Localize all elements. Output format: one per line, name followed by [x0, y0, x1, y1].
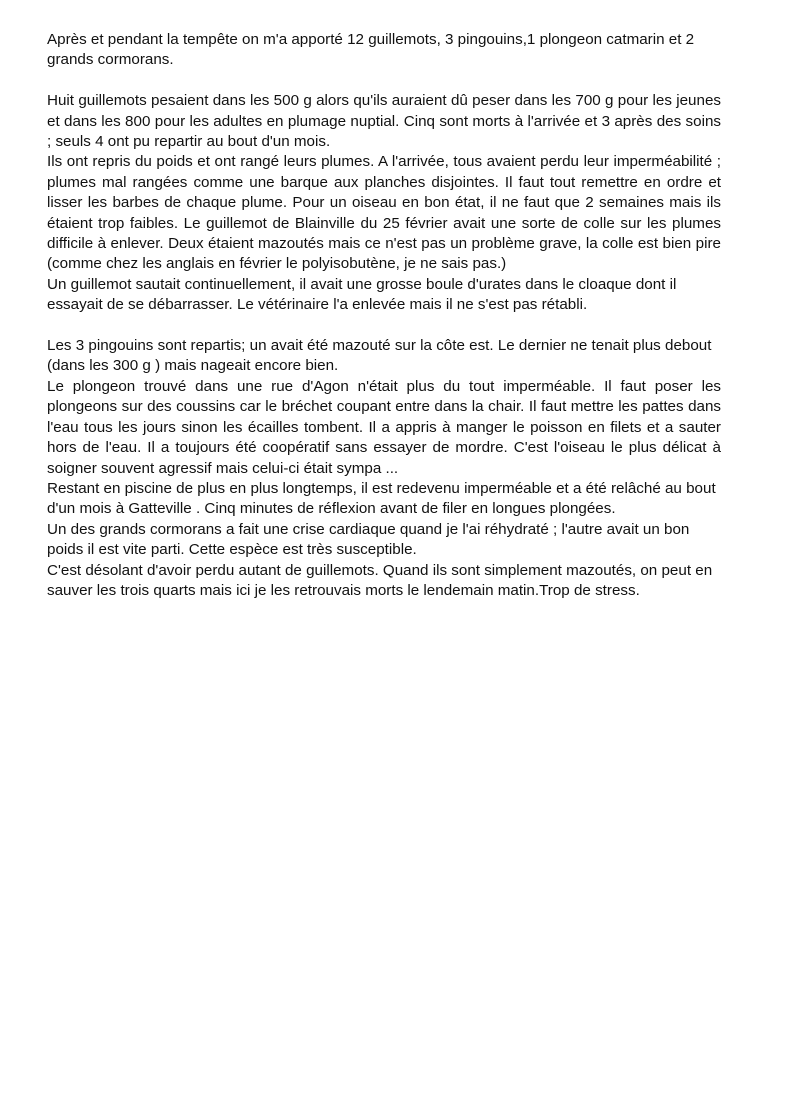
paragraph-conclusion: C'est désolant d'avoir perdu autant de guillemots. Quand ils sont simplement mazoutés, on peut en sauver les trois quarts mais ici je les retrouvais morts le lendemain matin.Trop de stress.: [47, 561, 713, 599]
paragraph-diver-release: Restant en piscine de plus en plus longtemps, il est redevenu imperméable et a été relâché au bout d'un mois à Gatteville . Cinq minutes de réflexion avant de filer en longues plongées.: [47, 479, 716, 518]
paragraph-gap: [47, 71, 721, 91]
paragraph-diver-care: Le plongeon trouvé dans une rue d'Agon n'était plus du tout imperméable. Il faut poser les plongeons sur des coussins car le bréchet coupant entre dans la chair. Il faut mettre les pattes dans l'eau tous les jours sinon les écailles tombent. Il a appris à manger le poisson en filets et a sauter hors de l'eau. Il a toujours été coopératif sans essayer de mordre. C'est l'oiseau le plus délicat à soigner souvent agressif mais celui-ci était sympa ...: [47, 377, 721, 477]
paragraph-guillemot-weights: Huit guillemots pesaient dans les 500 g alors qu'ils auraient dû peser dans les 700 g pour les jeunes et dans les 800 pour les adultes en plumage nuptial. Cinq sont morts à l'arrivée et 3 après des soins ; seuls 4 ont pu repartir au bout d'un mois.: [47, 92, 721, 151]
paragraph-plumage-recovery: Ils ont repris du poids et ont rangé leurs plumes. A l'arrivée, tous avaient perdu leur imperméabilité ; plumes mal rangées comme une barque aux planches disjointes. Il faut tout remettre en ordre et lisser les barbes de chaque plume. Pour un oiseau en bon état, il ne faut que 2 semaines mais ils étaient trop faibles. Le guillemot de Blainville du 25 février avait une sorte de colle sur les plumes difficile à enlever. Deux étaient mazoutés mais ce n'est pas un problème grave, la colle est bien pire (comme chez les anglais en février le polyisobutène, je ne sais pas.): [47, 153, 721, 273]
document-body: [47, 30, 721, 601]
paragraph-urate-guillemot: Un guillemot sautait continuellement, il avait une grosse boule d'urates dans le cloaque dont il essayait de se débarrasser. Le vétérinaire l'a enlevée mais il ne s'est pas rétabli.: [47, 275, 677, 314]
paragraph-storm-arrivals: Après et pendant la tempête on m'a apporté 12 guillemots, 3 pingouins,1 plongeon catmarin et 2 grands cormorans.: [47, 31, 695, 69]
paragraph-razorbills: Les 3 pingouins sont repartis; un avait été mazouté sur la côte est. Le dernier ne tenait plus debout (dans les 300 g ) mais nageait encore bien.: [47, 337, 712, 375]
paragraph-cormorants: Un des grands cormorans a fait une crise cardiaque quand je l'ai réhydraté ; l'autre avait un bon poids il est vite parti. Cette espèce est très susceptible.: [47, 520, 690, 559]
paragraph-gap: [47, 316, 721, 336]
